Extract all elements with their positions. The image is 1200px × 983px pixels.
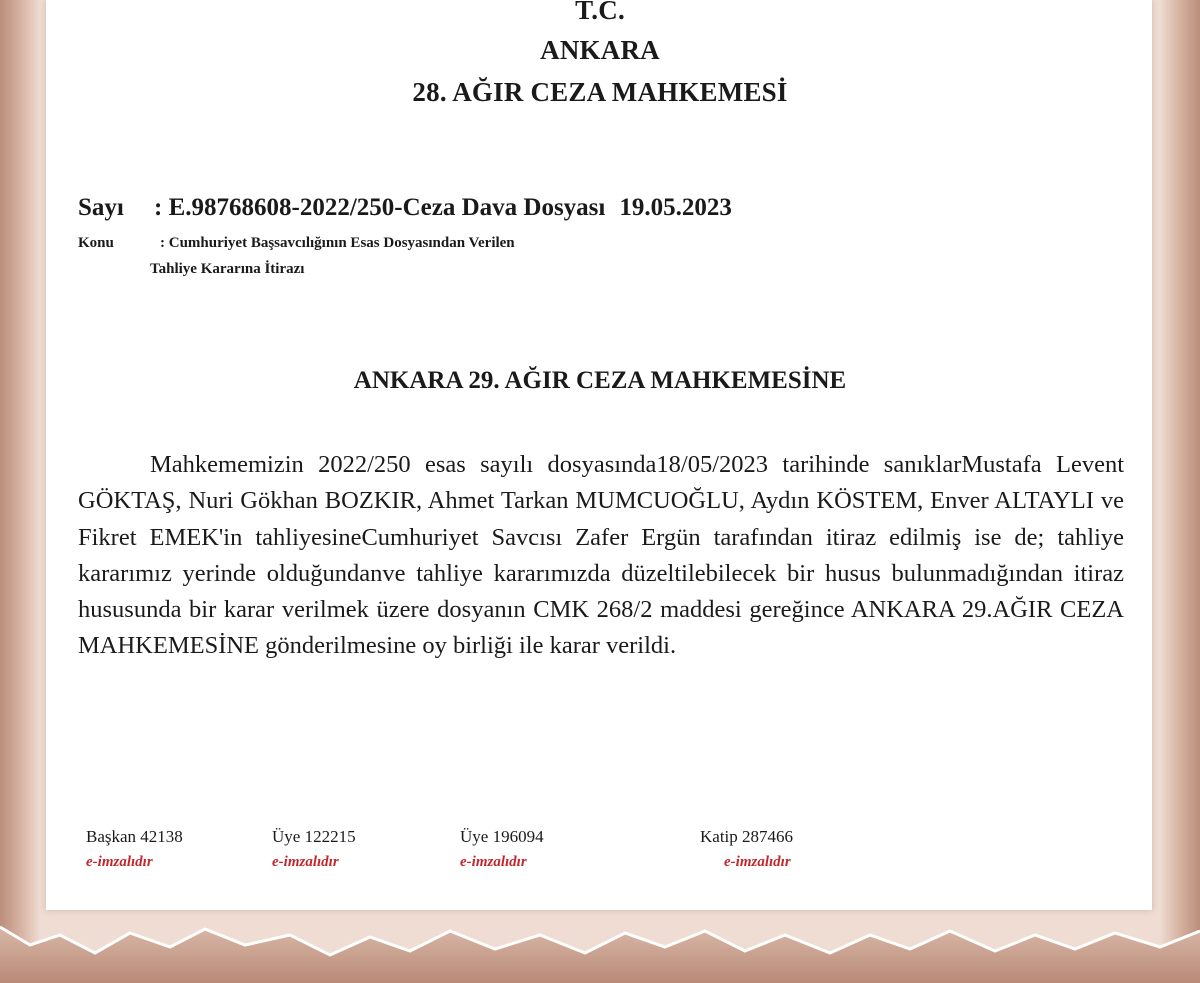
torn-paper-edge xyxy=(0,905,1200,983)
sayi-value: : E.98768608-2022/250-Ceza Dava Dosyası xyxy=(154,194,606,221)
decision-body-text: Mahkememizin 2022/250 esas sayılı dosyasında18/05/2023 tarihinde sanıklarMustafa Levent GÖKTAŞ, Nuri Gökhan BOZKIR, Ahmet Tarkan MUMCUOĞLU, Aydın KÖSTEM, Enver ALTAYLI ve Fikret EMEK'in tahliyesineCumhuriyet Savcısı Zafer Ergün tarafından itiraz edilmiş ise de; tahliye kararımız yerinde olduğundanve tahliye kararımızda düzeltilebilecek bir husus bulunmadığından itiraz hususunda bir karar verilmek üzere dosyanın CMK 268/2 maddesi gereğince ANKARA 29.AĞIR CEZA MAHKEMESİNE gönderilmesine oy birliği ile karar verildi. xyxy=(78,451,1124,660)
signature-member-2 xyxy=(460,826,544,872)
header-court-name: 28. AĞIR CEZA MAHKEMESİ xyxy=(412,77,788,107)
header-city: ANKARA xyxy=(540,35,660,65)
signature-role: Üye 122215 xyxy=(272,827,356,846)
signature-status: e-imzalıdır xyxy=(724,854,791,870)
document-date: 19.05.2023 xyxy=(619,194,732,221)
signature-chairman xyxy=(86,826,183,872)
addressee-heading: ANKARA 29. AĞIR CEZA MAHKEMESİNE xyxy=(353,367,847,394)
signature-status: e-imzalıdır xyxy=(86,854,153,870)
signature-role: Katip 287466 xyxy=(700,827,794,846)
signature-status: e-imzalıdır xyxy=(460,854,527,870)
subject-row xyxy=(78,233,515,253)
signature-clerk xyxy=(700,826,793,872)
konu-label: Konu xyxy=(78,235,114,251)
konu-value-line1: : Cumhuriyet Başsavcılığının Esas Dosyasından Verilen xyxy=(160,235,515,251)
signature-status: e-imzalıdır xyxy=(272,854,339,870)
konu-value-line2: Tahliye Kararına İtirazı xyxy=(150,261,305,277)
sayi-label: Sayı xyxy=(78,194,124,221)
header-tc: T.C. xyxy=(575,0,625,25)
reference-number-row xyxy=(78,193,732,223)
signature-member-1 xyxy=(272,826,356,872)
signature-role: Üye 196094 xyxy=(460,827,544,846)
signature-role: Başkan 42138 xyxy=(86,827,183,846)
